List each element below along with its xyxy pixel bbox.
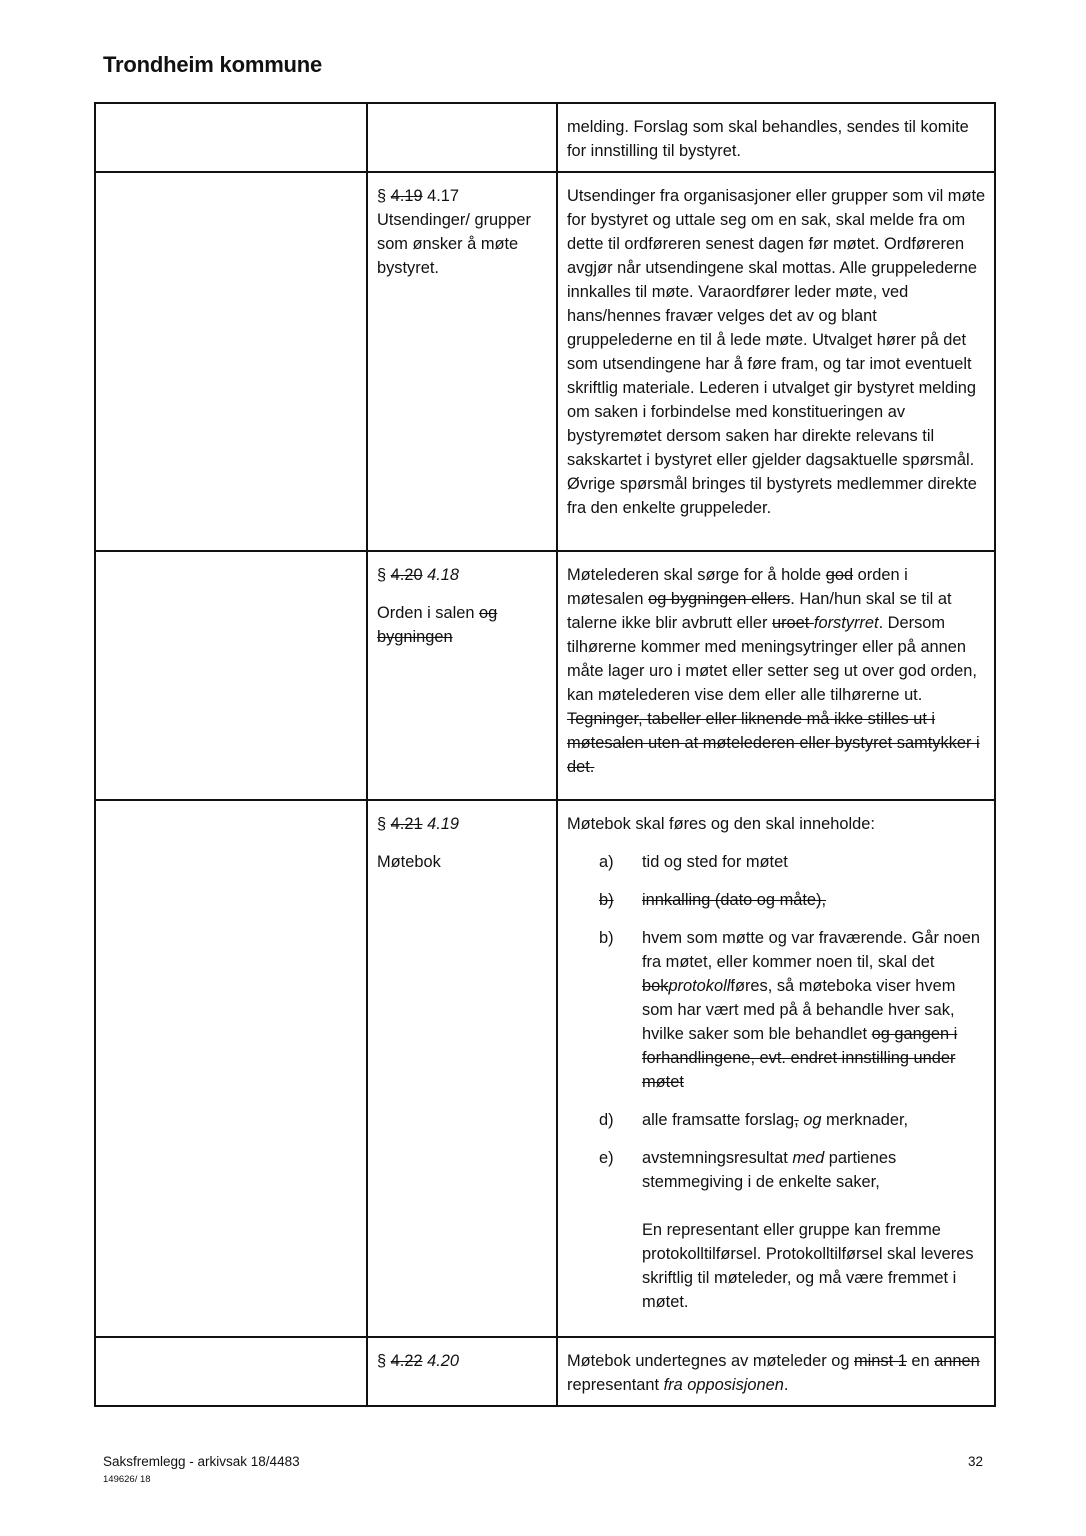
inserted-text: og [803, 1111, 822, 1129]
deleted-text: 4.21 [390, 815, 423, 833]
row-5-col-1 [95, 1337, 367, 1406]
motebok-intro [567, 812, 986, 836]
row-4-col-1 [95, 800, 367, 1337]
list-item-text [642, 1108, 986, 1132]
paragraph [567, 563, 986, 779]
row-2-col-1 [95, 172, 367, 551]
row-1-section [367, 103, 557, 172]
paragraph [377, 601, 548, 649]
text-run: melding. Forslag som skal behandles, sendes til komite for innstilling til bystyret. [567, 118, 969, 160]
inserted-text: fra opposisjonen [663, 1376, 784, 1394]
paragraph [377, 563, 548, 587]
text-run: føres, så møteboka viser hvem som har vært med på å behandle hver sak, hvilke saker som ble behandlet [642, 977, 956, 1043]
paragraph-spacer [377, 587, 548, 601]
page-header-title: Trondheim kommune [103, 52, 323, 77]
table-row [95, 103, 995, 172]
text-run: representant [567, 1376, 664, 1394]
deleted-text: , [794, 1111, 799, 1129]
row-1-col-1 [95, 103, 367, 172]
deleted-text: annen [934, 1352, 980, 1370]
table-row [95, 551, 995, 800]
deleted-text: bok [642, 977, 669, 995]
text-run: Møtebok [377, 853, 441, 871]
row-3-section [367, 551, 557, 800]
row-4-section [367, 800, 557, 1337]
text-run: . [783, 1376, 789, 1394]
deleted-text: og bygningen ellers [648, 590, 791, 608]
table-row [95, 1337, 995, 1406]
deleted-text: innkalling (dato og måte), [642, 891, 827, 909]
text-run: En representant eller gruppe kan fremme protokolltilførsel. Protokolltilførsel skal leveres skriftlig til møteleder, og må være fremmet i møtet. [642, 1221, 974, 1311]
text-run: Møtebok skal føres og den skal inneholde: [567, 815, 875, 833]
text-run: en [906, 1352, 935, 1370]
text-run: orden i møtesalen [567, 566, 908, 608]
text-run: tid og sted for møtet [642, 853, 788, 871]
text-run: § [377, 815, 391, 833]
paragraph [377, 812, 548, 836]
footer-document-id: 149626/ 18 [103, 1474, 151, 1485]
text-run: merknader, [821, 1111, 909, 1129]
list-marker: a) [599, 853, 614, 871]
paragraph-spacer [377, 836, 548, 850]
text-run: avstemningsresultat [642, 1149, 793, 1167]
row-5-section [367, 1337, 557, 1406]
list-item [567, 926, 986, 1094]
deleted-text: og bygningen [377, 604, 498, 646]
inserted-text: forstyrret [813, 614, 879, 632]
deleted-text: Tegninger, tabeller eller liknende må ikke stilles ut i møtesalen uten at møtelederen eller bystyret samtykker i det. [567, 710, 980, 776]
list-item-text [642, 926, 986, 1094]
inserted-text: 4.19 [427, 815, 460, 833]
inserted-text: 4.20 [427, 1352, 460, 1370]
row-2-text [557, 172, 995, 551]
list-item [567, 1108, 986, 1132]
list-item [567, 1146, 986, 1194]
protocol-note-text [642, 1218, 986, 1314]
motebok-list [567, 850, 986, 1314]
deleted-text: 4.20 [390, 566, 423, 584]
table-row [95, 172, 995, 551]
page-number: 32 [968, 1454, 984, 1469]
list-item-text [642, 888, 986, 912]
deleted-text: og gangen i forhandlingene, evt. endret innstilling under møtet [642, 1025, 958, 1091]
row-1-text [557, 103, 995, 172]
deleted-text: uroet [771, 614, 814, 632]
text-run: partienes stemmegiving i de enkelte saker, [642, 1149, 897, 1191]
list-item-text [642, 1146, 986, 1194]
deleted-text: god [825, 566, 854, 584]
deleted-text: 4.19 [390, 187, 423, 205]
text-run: 4.17 Utsendinger/ grupper som ønsker å møte bystyret. [377, 187, 531, 277]
paragraph [567, 115, 986, 163]
table-row [95, 800, 995, 1337]
text-run: § [377, 1352, 391, 1370]
list-item [567, 888, 986, 912]
paragraph [567, 1349, 986, 1397]
text-run: § [377, 566, 391, 584]
row-4-text [557, 800, 995, 1337]
deleted-text: 4.22 [390, 1352, 423, 1370]
list-marker: e) [599, 1149, 614, 1167]
text-run: Orden i salen [377, 604, 480, 622]
list-marker: d) [599, 1111, 614, 1129]
footer-case-reference: Saksfremlegg - arkivsak 18/4483 [103, 1454, 300, 1469]
inserted-text: 4.18 [427, 566, 460, 584]
inserted-text: protokoll [668, 977, 731, 995]
row-5-text [557, 1337, 995, 1406]
row-2-section [367, 172, 557, 551]
text-run: Utsendinger fra organisasjoner eller grupper som vil møte for bystyret og uttale seg om en sak, skal melde fra om dette til ordføreren senest dagen før møtet. Ordføreren avgjør når utsendingene skal mottas. Alle gruppelederne innkalles til møte. Varaordfører leder møte, ved hans/hennes fravær velges det av og blant gruppelederne en til å lede møte. Utvalget hører på det som utsendingene har å føre fram, og tar imot eventuelt skriftlig materiale. Lederen i utvalget gir bystyret melding om saken i forbindelse med konstitueringen av bystyremøtet dersom saken har direkte relevans til sakskartet i bystyret eller gjelder dagsaktuelle spørsmål. Øvrige spørsmål bringes til bystyrets medlemmer direkte fra den enkelte gruppeleder. [567, 187, 986, 517]
protocol-note [567, 1218, 986, 1314]
paragraph [377, 850, 548, 874]
inserted-text: med [792, 1149, 825, 1167]
text-run: . Dersom tilhørerne kommer med meningsytringer eller på annen måte lager uro i møtet eller setter seg ut over god orden, kan møtelederen vise dem eller alle tilhørerne ut. [567, 614, 977, 704]
paragraph [567, 184, 986, 520]
paragraph [377, 184, 548, 280]
paragraph [377, 1349, 548, 1373]
row-3-col-1 [95, 551, 367, 800]
text-run: Møtebok undertegnes av møteleder og [567, 1352, 854, 1370]
text-run: § [377, 187, 391, 205]
list-marker: b) [599, 891, 614, 909]
text-run: alle framsatte forslag [642, 1111, 795, 1129]
list-marker: b) [599, 929, 614, 947]
regulation-table [94, 102, 996, 1407]
deleted-text: minst 1 [854, 1352, 907, 1370]
text-run: . Han/hun skal se til at talerne ikke blir avbrutt eller [567, 590, 952, 632]
text-run: Møtelederen skal sørge for å holde [567, 566, 826, 584]
list-item-text [642, 850, 986, 874]
list-item [567, 850, 986, 874]
row-3-text [557, 551, 995, 800]
text-run: hvem som møtte og var fraværende. Går noen fra møtet, eller kommer noen til, skal det [642, 929, 980, 971]
